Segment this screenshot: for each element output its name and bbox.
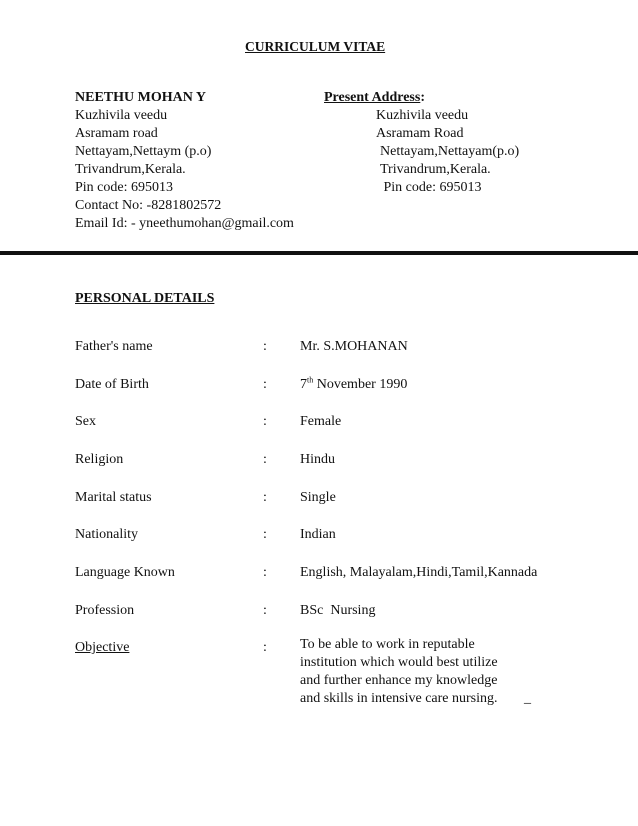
present-address-heading	[324, 89, 425, 106]
row-label: Religion	[75, 452, 124, 467]
row-colon: :	[263, 527, 267, 542]
row-label: Objective	[75, 640, 130, 655]
detail-row-language	[0, 564, 638, 581]
document-title: CURRICULUM VITAE	[245, 39, 386, 54]
objective-line: institution which would best utilize	[300, 655, 498, 670]
pin-code: Pin code: 695013	[75, 180, 173, 195]
row-colon: :	[263, 490, 267, 505]
detail-row-nationality	[0, 526, 638, 543]
row-label: Father's name	[75, 339, 153, 354]
objective-line: To be able to work in reputable	[300, 637, 475, 652]
row-label: Sex	[75, 414, 96, 429]
row-value: Hindu	[300, 452, 335, 467]
pin-code: Pin code: 695013	[380, 180, 482, 195]
detail-row-dob	[0, 376, 638, 393]
email-address: Email Id: - yneethumohan@gmail.com	[75, 216, 294, 231]
dob-day: 7	[300, 377, 307, 392]
row-value: Indian	[300, 527, 336, 542]
row-colon: :	[263, 377, 267, 392]
row-value	[300, 376, 407, 393]
row-value: Single	[300, 490, 336, 505]
section-heading-personal: PERSONAL DETAILS	[75, 291, 215, 306]
row-label: Nationality	[75, 527, 138, 542]
address-line: Asramam road	[75, 126, 158, 141]
row-label: Language Known	[75, 565, 175, 580]
objective-line: and further enhance my knowledge	[300, 673, 498, 688]
address-line: Kuzhivila veedu	[75, 108, 168, 123]
row-colon: :	[263, 565, 267, 580]
row-label: Date of Birth	[75, 377, 149, 392]
row-value: Mr. S.MOHANAN	[300, 339, 408, 354]
row-label: Profession	[75, 603, 135, 618]
row-colon: :	[263, 414, 267, 429]
address-line: Trivandrum,Kerala.	[380, 162, 491, 177]
dob-rest: November 1990	[313, 377, 408, 392]
objective-text	[300, 636, 498, 708]
present-address-block	[376, 107, 519, 197]
detail-row-profession	[0, 602, 638, 619]
row-colon: :	[263, 452, 267, 467]
objective-line: and skills in intensive care nursing.	[300, 691, 498, 706]
row-value: Female	[300, 414, 342, 429]
row-colon: :	[263, 603, 267, 618]
contact-number: Contact No: -8281802572	[75, 198, 222, 213]
row-colon: :	[263, 339, 267, 354]
detail-row-sex	[0, 413, 638, 430]
applicant-name: NEETHU MOHAN Y	[75, 90, 206, 105]
present-address-colon: :	[420, 90, 425, 105]
present-address-label: Present Address	[324, 90, 421, 105]
row-colon: :	[263, 640, 267, 655]
address-line: Nettayam,Nettaym (p.o)	[75, 144, 212, 159]
address-line: Kuzhivila veedu	[376, 108, 469, 123]
trailing-mark: _	[524, 691, 531, 706]
row-value: English, Malayalam,Hindi,Tamil,Kannada	[300, 565, 538, 580]
address-line: Nettayam,Nettayam(p.o)	[380, 144, 520, 159]
horizontal-rule	[0, 251, 638, 255]
detail-row-religion	[0, 451, 638, 468]
dob-suffix: th	[307, 375, 314, 385]
row-label: Marital status	[75, 490, 152, 505]
detail-row-fathers-name	[0, 338, 638, 355]
permanent-address-block	[75, 107, 294, 233]
detail-row-marital-status	[0, 489, 638, 506]
address-line: Asramam Road	[376, 126, 464, 141]
row-value: BSc Nursing	[300, 603, 376, 618]
address-line: Trivandrum,Kerala.	[75, 162, 186, 177]
